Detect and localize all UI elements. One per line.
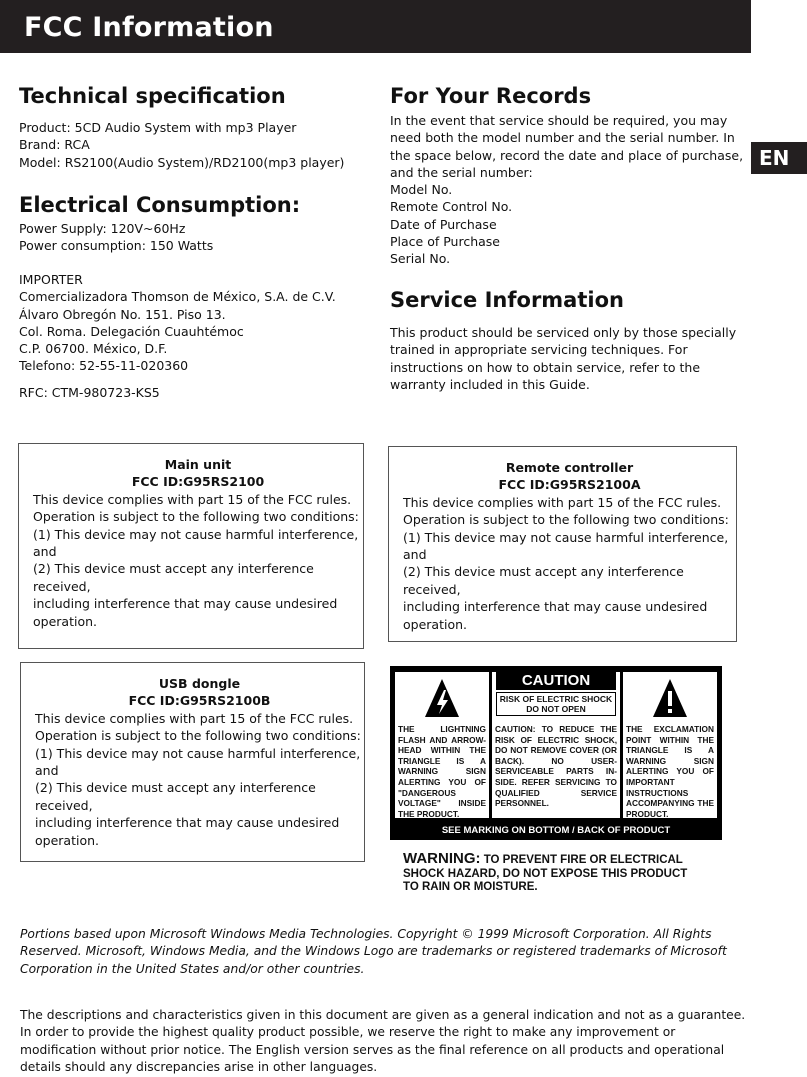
technical-spec-section bbox=[19, 83, 379, 171]
caution-left-text: THE LIGHTNING FLASH AND ARROW-HEAD WITHIN THE TRIANGLE IS A WARNING SIGN ALERTING YOU OF "DANGEROUS VOLTAGE" INSIDE THE PRODUCT. bbox=[398, 724, 486, 819]
caution-right-text: THE EXCLAMATION POINT WITHIN THE TRIANGLE IS A WARNING SIGN ALERTING YOU OF IMPORTANT INSTRUCTIONS ACCOMPANYING THE PRODUCT. bbox=[626, 724, 714, 819]
box-line: This device complies with part 15 of the FCC rules. bbox=[33, 491, 352, 507]
importer-company: Comercializadora Thomson de México, S.A. de C.V. bbox=[19, 289, 336, 305]
field-remote-no: Remote Control No. bbox=[390, 199, 513, 215]
electrical-section bbox=[19, 192, 379, 255]
microsoft-line-3: Corporation in the United States and/or other countries. bbox=[20, 961, 365, 976]
lightning-triangle-icon bbox=[424, 678, 460, 718]
records-intro-3: the space below, record the date and place of purchase, bbox=[390, 147, 744, 163]
box-line: received, bbox=[35, 797, 93, 813]
warning-text-3: TO RAIN OR MOISTURE. bbox=[403, 881, 538, 893]
box-line: received, bbox=[403, 581, 461, 597]
microsoft-line-2: Reserved. Microsoft, Windows Media, and the Windows Logo are trademarks or registered trademarks of Microsoft bbox=[20, 944, 727, 959]
warning-label: WARNING: bbox=[403, 850, 481, 867]
box-line: including interference that may cause undesired bbox=[33, 596, 338, 612]
disclaimer-line-3: modification without prior notice. The English version serves as the final reference on all products and operational bbox=[20, 1042, 725, 1057]
box-line: Operation is subject to the following two conditions: bbox=[403, 512, 729, 528]
caution-left-panel bbox=[395, 672, 489, 818]
box-line: Operation is subject to the following two conditions: bbox=[35, 728, 361, 744]
records-section bbox=[390, 83, 750, 268]
box-line: and bbox=[33, 544, 57, 560]
power-supply: Power Supply: 120V~60Hz bbox=[19, 221, 186, 236]
field-model-no: Model No. bbox=[390, 182, 453, 198]
service-heading: Service Information bbox=[390, 288, 624, 312]
box-line: (2) This device must accept any interference bbox=[33, 561, 314, 577]
power-consumption: Power consumption: 150 Watts bbox=[19, 238, 214, 254]
tech-model: Model: RS2100(Audio System)/RD2100(mp3 player) bbox=[19, 154, 345, 170]
box-line: (2) This device must accept any interference bbox=[403, 564, 684, 580]
caution-risk-text: RISK OF ELECTRIC SHOCK bbox=[499, 694, 613, 704]
field-date: Date of Purchase bbox=[390, 216, 497, 232]
box-line: This device complies with part 15 of the FCC rules. bbox=[403, 494, 722, 510]
caution-title: CAUTION bbox=[496, 672, 616, 690]
service-section bbox=[390, 287, 750, 393]
language-tab bbox=[751, 142, 807, 174]
service-line-3: instructions on how to obtain service, refer to the bbox=[390, 359, 701, 375]
box-line: including interference that may cause undesired bbox=[403, 599, 708, 615]
importer-phone: Telefono: 52-55-11-020360 bbox=[19, 358, 189, 374]
records-heading: For Your Records bbox=[390, 84, 592, 108]
disclaimer-line-1: The descriptions and characteristics given in this document are given as a general indication and not as a guarantee. bbox=[20, 1008, 746, 1022]
box-title: Remote controller bbox=[505, 460, 634, 475]
box-line: received, bbox=[33, 578, 91, 594]
tech-heading: Technical specification bbox=[19, 84, 286, 108]
box-title: USB dongle bbox=[158, 676, 241, 691]
box-line: and bbox=[403, 547, 427, 563]
disclaimer bbox=[20, 1007, 780, 1077]
fcc-box-usb-dongle bbox=[20, 662, 365, 862]
box-line: operation. bbox=[403, 616, 467, 632]
disclaimer-line-4: details should any discrepancies arise in other languages. bbox=[20, 1060, 378, 1075]
box-line: and bbox=[35, 763, 59, 779]
box-line: (1) This device may not cause harmful interference, bbox=[35, 745, 361, 761]
service-line-2: trained in appropriate servicing techniques. For bbox=[390, 342, 688, 358]
page-header bbox=[0, 0, 751, 53]
warning-text-1: TO PREVENT FIRE OR ELECTRICAL bbox=[480, 854, 683, 866]
caution-label bbox=[390, 666, 722, 840]
box-line: operation. bbox=[35, 832, 99, 848]
importer-colony: Col. Roma. Delegación Cuauhtémoc bbox=[19, 323, 244, 339]
box-line: (1) This device may not cause harmful interference, bbox=[403, 529, 729, 545]
warning-notice bbox=[403, 852, 743, 895]
box-title: Main unit bbox=[164, 457, 232, 472]
field-place: Place of Purchase bbox=[390, 234, 500, 250]
box-fcc-id: FCC ID:G95RS2100A bbox=[498, 477, 641, 493]
microsoft-notice bbox=[20, 926, 760, 978]
caution-subtitle bbox=[496, 692, 616, 716]
electrical-heading: Electrical Consumption: bbox=[19, 193, 301, 217]
exclamation-triangle-icon bbox=[652, 678, 688, 718]
box-line: operation. bbox=[33, 613, 97, 629]
caution-middle-text: CAUTION: TO REDUCE THE RISK OF ELECTRIC SHOCK, DO NOT REMOVE COVER (OR BACK). NO USER-SERVICEABLE PARTS IN-SIDE. REFER SERVICING TO QUALIFIED SERVICE PERSONNEL. bbox=[495, 724, 617, 809]
disclaimer-line-2: In order to provide the highest quality product possible, we reserve the right to make any improvement or bbox=[20, 1025, 676, 1040]
importer-section bbox=[19, 271, 379, 401]
importer-label: IMPORTER bbox=[19, 272, 83, 287]
fcc-box-main-unit bbox=[18, 443, 364, 649]
tech-product: Product: 5CD Audio System with mp3 Player bbox=[19, 120, 297, 135]
importer-rfc: RFC: CTM-980723-KS5 bbox=[19, 384, 160, 400]
records-intro-2: need both the model number and the serial number. In bbox=[390, 130, 735, 146]
service-line-4: warranty included in this Guide. bbox=[390, 376, 590, 392]
warning-text-2: SHOCK HAZARD, DO NOT EXPOSE THIS PRODUCT bbox=[403, 867, 688, 880]
tech-brand: Brand: RCA bbox=[19, 137, 90, 153]
box-line: (2) This device must accept any interference bbox=[35, 780, 316, 796]
caution-right-panel bbox=[623, 672, 717, 818]
box-line: including interference that may cause undesired bbox=[35, 815, 340, 831]
box-fcc-id: FCC ID:G95RS2100 bbox=[131, 474, 265, 490]
language-label: EN bbox=[759, 146, 790, 170]
caution-middle-panel bbox=[492, 672, 620, 818]
box-line: This device complies with part 15 of the FCC rules. bbox=[35, 710, 354, 726]
caution-do-not-open: DO NOT OPEN bbox=[526, 704, 586, 714]
records-intro-1: In the event that service should be required, you may bbox=[390, 113, 728, 128]
box-line: (1) This device may not cause harmful interference, bbox=[33, 526, 359, 542]
box-line: Operation is subject to the following two conditions: bbox=[33, 509, 359, 525]
page-title: FCC Information bbox=[24, 12, 274, 43]
importer-postal: C.P. 06700. México, D.F. bbox=[19, 341, 168, 357]
importer-street: Álvaro Obregón No. 151. Piso 13. bbox=[19, 306, 226, 322]
box-fcc-id: FCC ID:G95RS2100B bbox=[128, 693, 271, 709]
field-serial: Serial No. bbox=[390, 251, 451, 267]
microsoft-line-1: Portions based upon Microsoft Windows Media Technologies. Copyright © 1999 Microsoft Corporation. All Rights bbox=[20, 927, 712, 941]
fcc-box-remote-controller bbox=[388, 446, 737, 642]
service-line-1: This product should be serviced only by those specially bbox=[390, 325, 737, 340]
records-intro-4: and the serial number: bbox=[390, 164, 533, 180]
caution-footer: SEE MARKING ON BOTTOM / BACK OF PRODUCT bbox=[441, 825, 671, 836]
